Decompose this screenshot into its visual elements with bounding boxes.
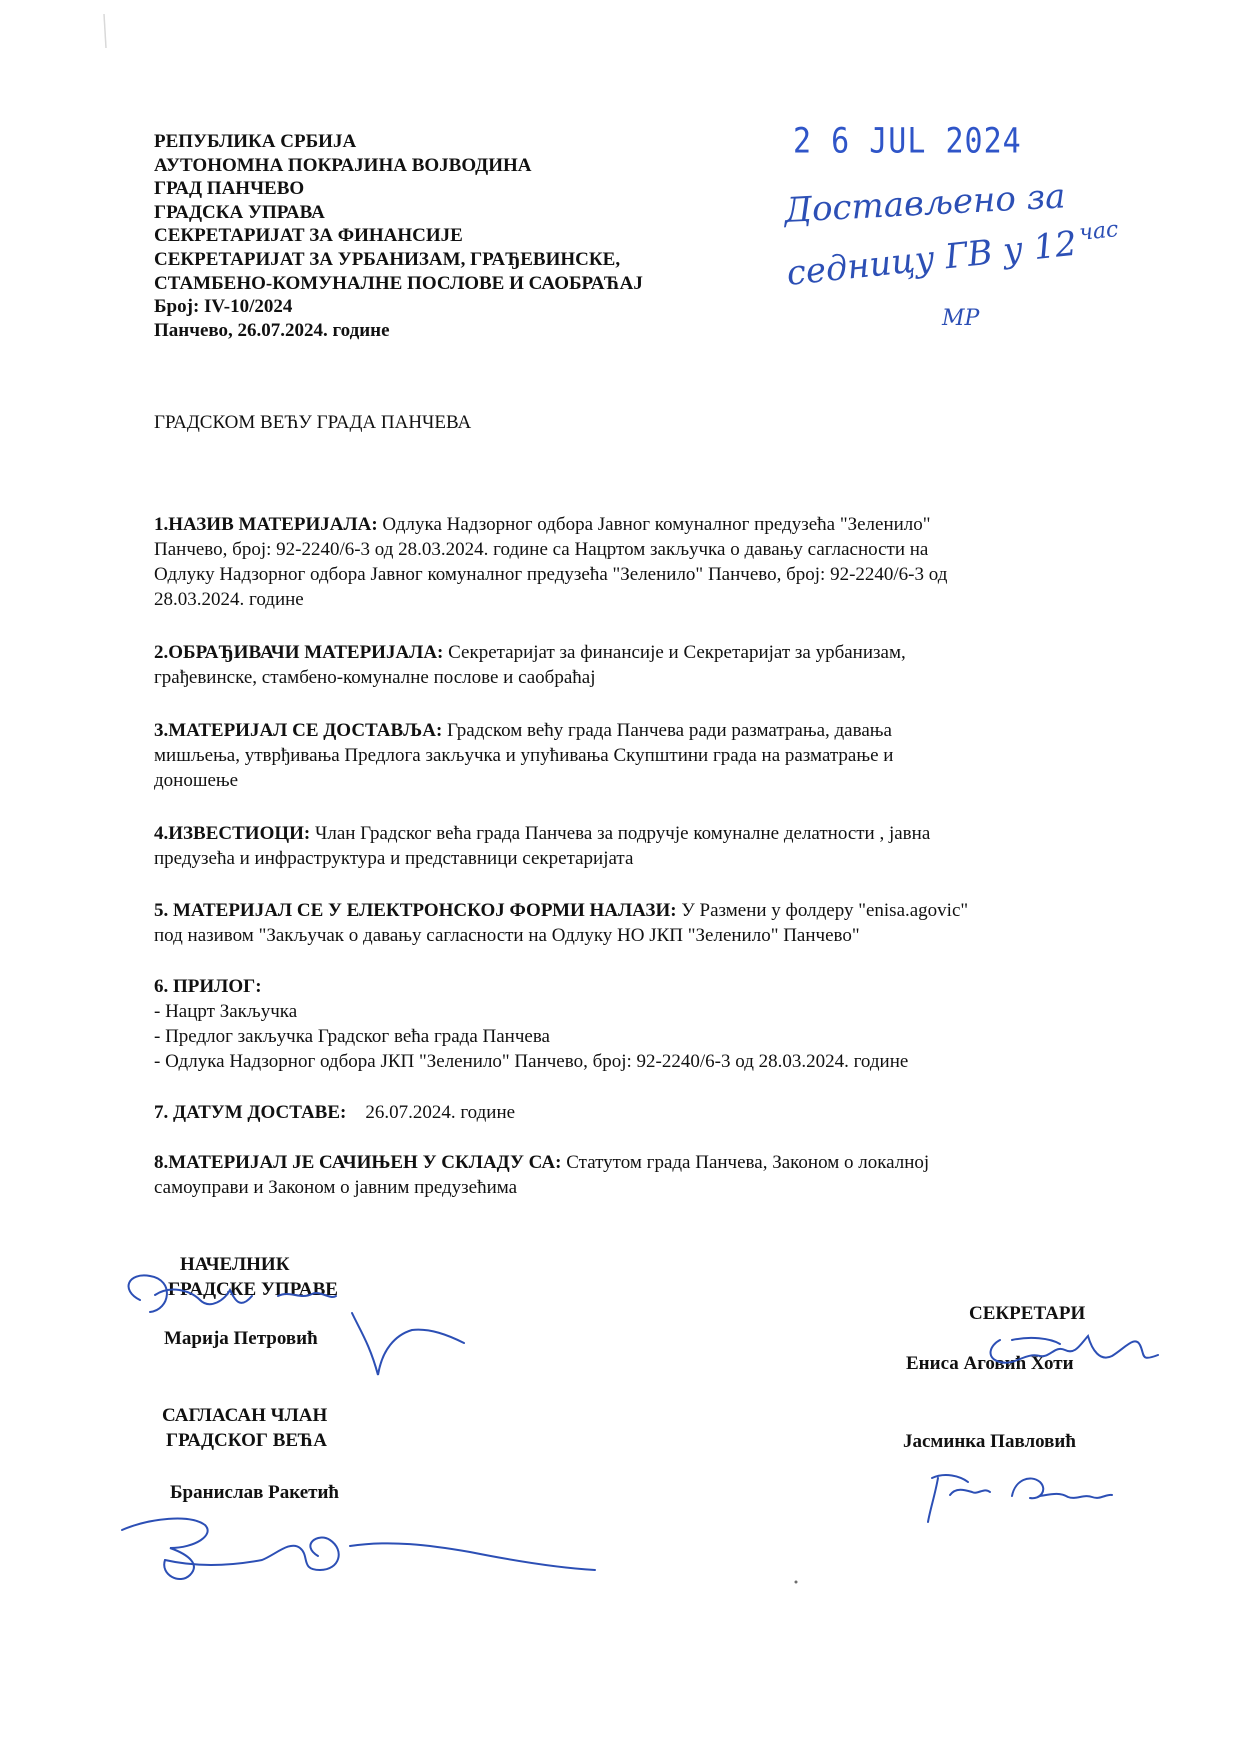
signatory-name: Јасминка Павловић [903,1431,1076,1452]
header-line: СЕКРЕТАРИЈАТ ЗА УРБАНИЗАМ, ГРАЂЕВИНСКЕ, [154,248,621,270]
document-number: Број: IV-10/2024 [154,296,293,318]
section-text: доношење [154,770,239,791]
signature-title: СЕКРЕТАРИ [969,1303,1086,1324]
scan-mark [795,1581,798,1584]
section-delivered-to [154,718,1114,793]
delivery-date-value: 26.07.2024. године [365,1102,516,1123]
scan-mark [104,14,106,48]
document-header [154,130,794,342]
section-text: предузећа и инфраструктура и представници секретаријата [154,848,634,869]
signature-branislav-raketic [122,1519,595,1579]
section-electronic-form [154,898,1114,948]
section-text: мишљења, утврђивања Предлога закључка и упућивања Скупштини града на разматрање и [154,745,894,766]
header-line: ГРАД ПАНЧЕВО [154,178,305,200]
section-compliance [154,1150,1114,1200]
header-line: ГРАДСКА УПРАВА [154,201,325,223]
signature-title: САГЛАСАН ЧЛАН [162,1405,328,1426]
handwritten-note: МР [942,306,980,331]
signature-title: ГРАДСКОГ ВЕЋА [166,1430,327,1451]
section-label: 5. МАТЕРИЈАЛ СЕ У ЕЛЕКТРОНСКОЈ ФОРМИ НАЛАЗИ: [154,900,677,921]
section-text: Одлука Надзорног одбора Јавног комуналног предузећа "Зеленило" [382,514,931,535]
handwritten-note: час [1078,217,1120,246]
attachment-item: - Одлука Надзорног одбора ЈКП "Зеленило" Панчево, број: 92-2240/6-3 од 28.03.2024. године [154,1051,909,1072]
addressee: ГРАДСКОМ ВЕЋУ ГРАДА ПАНЧЕВА [154,412,472,433]
signatory-name: Марија Петровић [164,1328,318,1349]
section-text: грађевинске, стамбено-комуналне послове и саобраћај [154,667,596,688]
attachment-item: - Предлог закључка Градског већа града Панчева [154,1026,550,1047]
section-label: 8.МАТЕРИЈАЛ ЈЕ САЧИЊЕН У СКЛАДУ СА: [154,1152,562,1173]
section-text: самоуправи и Законом о јавним предузећима [154,1177,518,1198]
section-text: Секретаријат за финансије и Секретаријат за урбанизам, [448,642,906,663]
header-line: РЕПУБЛИКА СРБИЈА [154,131,357,152]
signatory-name: Бранислав Ракетић [170,1482,339,1503]
received-date-stamp: 2 6 JUL 2024 [793,121,1022,162]
section-label: 4.ИЗВЕСТИОЦИ: [154,823,311,844]
section-label: 6. ПРИЛОГ: [154,976,262,997]
attachment-item: - Нацрт Закључка [154,1001,298,1022]
section-text: Члан Градског већа града Панчева за подручје комуналне делатности , јавна [315,823,931,844]
section-material-name [154,512,1114,612]
section-rapporteurs [154,821,1114,871]
header-line: АУТОНОМНА ПОКРАЈИНА ВОЈВОДИНА [154,154,532,176]
section-label: 3.МАТЕРИЈАЛ СЕ ДОСТАВЉА: [154,720,443,741]
section-delivery-date [154,1100,1114,1125]
section-text: под називом "Закључак о давању сагласности на Одлуку НО ЈКП "Зеленило" Панчево" [154,925,860,946]
signature-jasminka-pavlovic [928,1475,1112,1522]
header-line: СЕКРЕТАРИЈАТ ЗА ФИНАНСИЈЕ [154,225,463,247]
section-label: 7. ДАТУМ ДОСТАВЕ: [154,1102,347,1123]
section-text: 28.03.2024. године [154,589,304,610]
signature-title: НАЧЕЛНИК [180,1254,290,1275]
section-label: 1.НАЗИВ МАТЕРИЈАЛА: [154,514,378,535]
document-date: Панчево, 26.07.2024. године [154,319,390,341]
signature-title: ГРАДСКЕ УПРАВЕ [168,1279,338,1300]
section-text: Градском већу града Панчева ради разматрања, давања [447,720,892,741]
header-line: СТАМБЕНО-КОМУНАЛНЕ ПОСЛОВЕ И САОБРАЋАЈ [154,272,643,294]
section-text: У Размени у фолдеру "enisa.agovic" [681,900,969,921]
handwritten-note: Достављено за [783,176,1067,231]
section-text: Статутом града Панчева, Законом о локалној [566,1152,930,1173]
section-processors [154,640,1114,690]
handwritten-note: седницу ГВ у 12 [784,223,1079,294]
signatory-name: Ениса Аговић Хоти [906,1353,1074,1374]
section-label: 2.ОБРАЂИВАЧИ МАТЕРИЈАЛА: [154,642,444,663]
section-text: Одлуку Надзорног одбора Јавног комуналног предузећа "Зеленило" Панчево, број: 92-2240/6-3 од [154,564,948,585]
section-attachments [154,974,1114,1074]
section-text: Панчево, број: 92-2240/6-3 од 28.03.2024. године са Нацртом закључка о давању сагласности на [154,539,929,560]
